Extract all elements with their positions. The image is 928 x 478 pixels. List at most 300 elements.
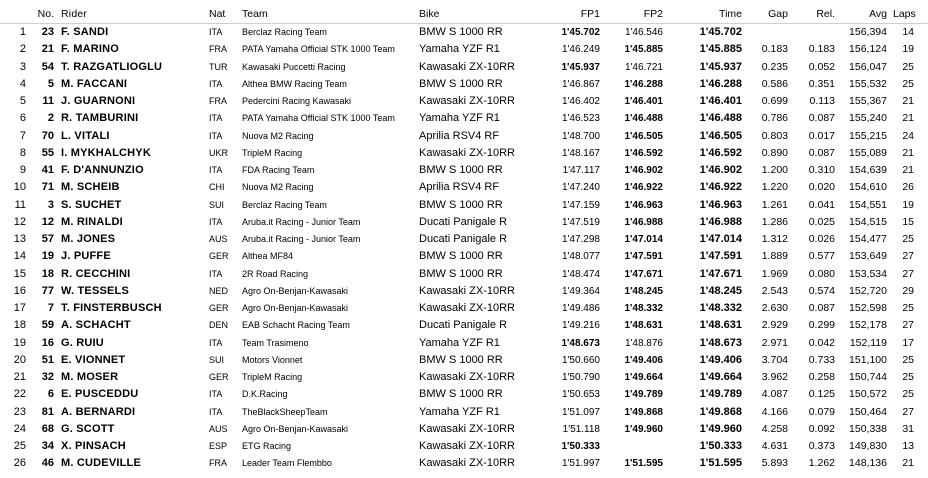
cell-fp1: 1'47.298 — [561, 234, 600, 245]
cell-bike: Kawasaki ZX-10RR — [419, 371, 515, 383]
header-laps: Laps — [893, 8, 916, 20]
cell-laps: 25 — [902, 302, 914, 314]
cell-nat: FRA — [209, 96, 227, 106]
cell-fp2: 1'49.664 — [624, 372, 663, 383]
cell-bike: Ducati Panigale R — [419, 215, 508, 228]
cell-team: Team Trasimeno — [242, 337, 309, 348]
cell-rider: X. PINSACH — [61, 440, 126, 452]
cell-pos: 1 — [19, 26, 26, 38]
cell-laps: 14 — [902, 26, 914, 38]
cell-rel: 0.733 — [808, 353, 835, 366]
cell-gap: 4.087 — [761, 388, 788, 401]
cell-fp1: 1'46.523 — [561, 113, 600, 125]
cell-team: Kawasaki Puccetti Racing — [242, 61, 346, 72]
cell-rider: A. SCHACHT — [61, 319, 131, 332]
cell-rel: 0.041 — [808, 198, 835, 211]
cell-team: Aruba.it Racing - Junior Team — [242, 234, 361, 244]
cell-fp2: 1'47.671 — [624, 268, 663, 280]
cell-fp1: 1'48.167 — [561, 147, 600, 159]
cell-laps: 27 — [902, 250, 914, 263]
cell-gap: 0.699 — [761, 95, 788, 107]
cell-rider: W. TESSELS — [61, 284, 130, 297]
table-row — [0, 93, 928, 110]
cell-avg: 150,338 — [849, 422, 887, 435]
cell-fp2: 1'49.789 — [624, 389, 663, 401]
cell-no: 2 — [47, 112, 54, 125]
cell-rider: G. RUIU — [61, 336, 104, 349]
cell-pos: 21 — [13, 371, 26, 383]
cell-team: ETG Racing — [242, 441, 292, 451]
cell-avg: 154,610 — [849, 181, 887, 194]
cell-gap: 4.631 — [761, 440, 788, 452]
cell-time: 1'46.922 — [699, 181, 742, 194]
cell-rel: 0.087 — [808, 146, 835, 159]
cell-nat: ITA — [209, 216, 223, 227]
cell-laps: 27 — [902, 405, 914, 418]
cell-laps: 13 — [902, 440, 914, 452]
cell-fp2: 1'47.014 — [624, 234, 663, 245]
cell-avg: 150,464 — [849, 405, 887, 418]
cell-bike: Kawasaki ZX-10RR — [419, 422, 515, 435]
cell-fp2: 1'48.332 — [624, 303, 663, 314]
table-row — [0, 214, 928, 231]
cell-rider: I. MYKHALCHYK — [61, 146, 151, 159]
cell-laps: 25 — [902, 371, 914, 383]
cell-bike: BMW S 1000 RR — [419, 353, 503, 366]
cell-pos: 11 — [14, 198, 26, 211]
cell-laps: 21 — [902, 146, 914, 159]
table-row — [0, 352, 928, 369]
cell-avg: 152,598 — [849, 302, 887, 314]
cell-fp2: 1'46.963 — [624, 199, 663, 211]
cell-no: 19 — [41, 250, 54, 263]
cell-fp2: 1'46.546 — [624, 27, 663, 38]
cell-pos: 14 — [13, 250, 26, 263]
cell-pos: 9 — [19, 164, 26, 176]
cell-pos: 18 — [13, 319, 26, 332]
cell-no: 32 — [41, 371, 54, 383]
cell-no: 11 — [42, 95, 54, 107]
cell-gap: 1.312 — [761, 233, 788, 245]
cell-gap: 1.286 — [761, 215, 788, 228]
cell-fp1: 1'45.937 — [561, 61, 600, 73]
header-rel: Rel. — [816, 8, 835, 20]
table-row — [0, 369, 928, 386]
cell-gap: 5.893 — [761, 457, 788, 470]
cell-no: 55 — [41, 146, 54, 159]
cell-nat: SUI — [209, 199, 225, 210]
cell-team: TripleM Racing — [242, 372, 303, 382]
cell-no: 68 — [41, 422, 54, 435]
header-avg: Avg — [869, 8, 887, 20]
cell-nat: GER — [209, 303, 229, 313]
cell-avg: 151,100 — [849, 353, 887, 366]
cell-gap: 2.630 — [761, 302, 788, 314]
cell-time: 1'48.673 — [699, 336, 742, 349]
table-row — [0, 455, 928, 472]
cell-avg: 148,136 — [849, 457, 887, 470]
table-row — [0, 421, 928, 438]
header-team: Team — [242, 8, 268, 20]
table-row — [0, 162, 928, 179]
table-row — [0, 335, 928, 352]
cell-fp1: 1'45.702 — [561, 27, 600, 38]
cell-rel: 0.574 — [808, 284, 835, 297]
cell-gap: 0.786 — [761, 112, 788, 125]
cell-laps: 21 — [902, 457, 914, 470]
cell-avg: 155,532 — [849, 77, 887, 90]
table-row — [0, 197, 928, 214]
cell-time: 1'48.332 — [699, 302, 742, 314]
cell-rider: S. SUCHET — [61, 198, 122, 211]
cell-time: 1'46.988 — [699, 215, 742, 228]
cell-no: 54 — [41, 60, 54, 73]
cell-fp2: 1'46.902 — [624, 165, 663, 176]
cell-team: Aruba.it Racing - Junior Team — [242, 216, 361, 227]
cell-rel: 0.125 — [808, 388, 835, 401]
cell-gap: 0.586 — [761, 77, 788, 90]
cell-rel: 0.258 — [808, 371, 835, 383]
cell-no: 46 — [41, 457, 54, 470]
cell-time: 1'47.671 — [699, 267, 742, 280]
header-no: No. — [37, 8, 54, 20]
cell-team: PATA Yamaha Official STK 1000 Team — [242, 44, 395, 55]
table-row — [0, 76, 928, 93]
cell-laps: 21 — [902, 164, 914, 176]
cell-no: 16 — [41, 336, 54, 349]
cell-gap: 0.890 — [761, 146, 788, 159]
cell-gap: 1.220 — [761, 181, 788, 194]
cell-rider: F. SANDI — [61, 26, 109, 38]
table-row — [0, 438, 928, 455]
cell-gap — [752, 24, 788, 41]
cell-nat: ITA — [209, 337, 223, 348]
header-fp1: FP1 — [580, 8, 600, 20]
cell-fp2: 1'46.288 — [624, 78, 663, 90]
cell-team: 2R Road Racing — [242, 268, 309, 279]
cell-rider: A. BERNARDI — [61, 405, 136, 418]
cell-laps: 25 — [902, 60, 914, 73]
cell-bike: Ducati Panigale R — [419, 319, 508, 332]
cell-time: 1'45.937 — [699, 60, 742, 73]
cell-gap: 4.258 — [761, 422, 788, 435]
cell-bike: BMW S 1000 RR — [419, 250, 503, 263]
cell-pos: 25 — [13, 440, 26, 452]
cell-avg: 156,124 — [849, 43, 887, 56]
cell-pos: 16 — [13, 284, 26, 297]
cell-no: 7 — [47, 302, 54, 314]
cell-no: 71 — [41, 181, 54, 194]
cell-nat: ITA — [209, 78, 223, 89]
cell-avg: 153,649 — [849, 250, 887, 263]
cell-fp2 — [612, 438, 663, 455]
cell-rider: M. SCHEIB — [61, 181, 120, 194]
cell-no: 3 — [47, 198, 54, 211]
cell-rider: M. CUDEVILLE — [61, 457, 142, 470]
cell-rider: E. VIONNET — [61, 353, 126, 366]
table-row — [0, 317, 928, 334]
table-row — [0, 300, 928, 317]
cell-time: 1'49.789 — [699, 388, 742, 401]
cell-no: 51 — [41, 353, 54, 366]
cell-bike: BMW S 1000 RR — [419, 388, 503, 401]
header-fp2: FP2 — [643, 8, 663, 20]
cell-team: Agro On-Benjan-Kawasaki — [242, 423, 349, 434]
cell-rider: L. VITALI — [61, 129, 110, 142]
cell-no: 34 — [41, 440, 54, 452]
cell-team: FDA Racing Team — [242, 165, 315, 175]
cell-nat: DEN — [209, 320, 229, 331]
cell-laps: 25 — [902, 233, 914, 245]
cell-rider: E. PUSCEDDU — [61, 388, 139, 401]
cell-no: 12 — [41, 215, 54, 228]
cell-rider: J. PUFFE — [61, 250, 111, 263]
cell-rider: F. D'ANNUNZIO — [61, 164, 144, 176]
cell-team: TripleM Racing — [242, 147, 303, 158]
cell-nat: ITA — [209, 165, 223, 175]
cell-rel: 0.020 — [808, 181, 835, 194]
cell-pos: 4 — [19, 77, 26, 90]
cell-avg: 156,047 — [849, 60, 887, 73]
cell-pos: 10 — [13, 181, 26, 194]
cell-fp1: 1'48.077 — [561, 251, 600, 263]
cell-fp2: 1'48.245 — [624, 285, 663, 297]
cell-pos: 20 — [13, 353, 26, 366]
cell-pos: 15 — [13, 267, 26, 280]
cell-team: Althea BMW Racing Team — [242, 78, 347, 89]
cell-nat: AUS — [209, 423, 228, 434]
header-time: Time — [719, 8, 742, 20]
cell-laps: 19 — [902, 43, 914, 56]
table-row — [0, 283, 928, 300]
cell-pos: 23 — [13, 405, 26, 418]
cell-nat: ITA — [209, 268, 223, 279]
cell-nat: ITA — [209, 113, 223, 124]
cell-nat: SUI — [209, 354, 225, 365]
cell-fp1: 1'48.673 — [561, 337, 600, 349]
cell-time: 1'46.488 — [699, 112, 742, 125]
cell-fp1: 1'50.790 — [561, 372, 600, 383]
cell-gap: 1.200 — [761, 164, 788, 176]
cell-rel: 0.351 — [808, 77, 835, 90]
cell-gap: 0.183 — [761, 43, 788, 56]
cell-fp2: 1'48.876 — [624, 337, 663, 349]
cell-bike: Yamaha YZF R1 — [419, 336, 500, 349]
cell-laps: 31 — [902, 422, 914, 435]
cell-bike: Yamaha YZF R1 — [419, 112, 500, 125]
cell-rel: 0.310 — [808, 164, 835, 176]
cell-bike: Kawasaki ZX-10RR — [419, 284, 515, 297]
table-row — [0, 404, 928, 421]
cell-gap: 1.261 — [761, 198, 788, 211]
cell-pos: 3 — [19, 60, 26, 73]
cell-bike: Ducati Panigale R — [419, 233, 508, 245]
cell-time: 1'49.664 — [699, 371, 742, 383]
cell-nat: FRA — [209, 458, 227, 469]
cell-bike: Kawasaki ZX-10RR — [419, 60, 515, 73]
cell-bike: Kawasaki ZX-10RR — [419, 146, 515, 159]
cell-no: 77 — [41, 284, 54, 297]
cell-avg: 150,572 — [849, 388, 887, 401]
cell-no: 5 — [47, 77, 54, 90]
cell-gap: 2.929 — [761, 319, 788, 332]
cell-rel: 0.299 — [808, 319, 835, 332]
table-row — [0, 128, 928, 145]
cell-nat: TUR — [209, 61, 228, 72]
cell-rel: 0.183 — [808, 43, 835, 56]
table-row — [0, 179, 928, 196]
cell-fp1: 1'50.653 — [561, 389, 600, 401]
cell-bike: BMW S 1000 RR — [419, 267, 503, 280]
cell-time: 1'46.288 — [699, 77, 742, 90]
cell-fp1: 1'48.474 — [561, 268, 600, 280]
cell-nat: ITA — [209, 406, 223, 417]
table-row — [0, 386, 928, 403]
cell-pos: 26 — [13, 457, 26, 470]
cell-rider: R. CECCHINI — [61, 267, 131, 280]
cell-nat: NED — [209, 285, 229, 296]
cell-fp2: 1'46.488 — [624, 113, 663, 125]
cell-laps: 26 — [902, 181, 914, 194]
cell-avg: 154,551 — [849, 198, 887, 211]
cell-time: 1'46.902 — [699, 164, 742, 176]
header-bike: Bike — [419, 8, 440, 20]
cell-laps: 25 — [902, 77, 914, 90]
cell-avg: 154,477 — [849, 233, 887, 245]
cell-no: 57 — [41, 233, 54, 245]
cell-avg: 153,534 — [849, 267, 887, 280]
cell-bike: Kawasaki ZX-10RR — [419, 440, 515, 452]
cell-laps: 15 — [902, 215, 914, 228]
cell-team: Nuova M2 Racing — [242, 130, 314, 141]
cell-rel — [799, 24, 835, 41]
cell-fp2: 1'46.721 — [624, 61, 663, 73]
cell-rider: M. RINALDI — [61, 215, 123, 228]
cell-rider: J. GUARNONI — [61, 95, 136, 107]
cell-fp1: 1'47.159 — [561, 199, 600, 211]
cell-laps: 19 — [902, 198, 914, 211]
cell-time: 1'46.592 — [699, 146, 742, 159]
cell-fp1: 1'49.486 — [561, 303, 600, 314]
cell-team: Nuova M2 Racing — [242, 182, 314, 193]
table-row — [0, 231, 928, 248]
cell-rider: T. FINSTERBUSCH — [61, 302, 162, 314]
cell-nat: CHI — [209, 182, 225, 193]
cell-bike: Aprilia RSV4 RF — [419, 129, 500, 142]
cell-fp1: 1'51.097 — [561, 406, 600, 418]
cell-rider: F. MARINO — [61, 43, 120, 56]
cell-pos: 12 — [13, 215, 26, 228]
cell-pos: 6 — [19, 112, 26, 125]
cell-avg: 152,119 — [849, 336, 887, 349]
cell-team: Agro On-Benjan-Kawasaki — [242, 303, 349, 313]
cell-bike: BMW S 1000 RR — [419, 164, 503, 176]
cell-bike: Kawasaki ZX-10RR — [419, 457, 515, 470]
cell-fp2: 1'49.406 — [624, 354, 663, 366]
cell-pos: 13 — [13, 233, 26, 245]
cell-laps: 24 — [902, 129, 914, 142]
cell-nat: AUS — [209, 234, 228, 244]
cell-bike: BMW S 1000 RR — [419, 77, 503, 90]
cell-no: 23 — [41, 26, 54, 38]
cell-rider: T. RAZGATLIOGLU — [61, 60, 163, 73]
cell-fp2: 1'46.505 — [624, 130, 663, 142]
cell-team: EAB Schacht Racing Team — [242, 320, 350, 331]
cell-time: 1'46.963 — [699, 198, 742, 211]
cell-rel: 0.052 — [808, 60, 835, 73]
cell-fp2: 1'46.988 — [624, 216, 663, 228]
cell-fp1: 1'50.333 — [561, 441, 600, 452]
cell-gap: 3.962 — [761, 371, 788, 383]
cell-laps: 25 — [902, 388, 914, 401]
header-nat: Nat — [209, 8, 226, 20]
cell-avg: 156,394 — [849, 26, 887, 38]
cell-rel: 0.080 — [808, 267, 835, 280]
cell-laps: 27 — [902, 267, 914, 280]
cell-nat: ESP — [209, 441, 228, 451]
cell-fp1: 1'51.997 — [561, 458, 600, 470]
cell-gap: 2.971 — [761, 336, 788, 349]
cell-avg: 154,639 — [849, 164, 887, 176]
cell-rel: 1.262 — [808, 457, 835, 470]
cell-rel: 0.087 — [808, 112, 835, 125]
cell-gap: 3.704 — [761, 353, 788, 366]
cell-laps: 21 — [902, 112, 914, 125]
cell-fp1: 1'47.240 — [561, 182, 600, 194]
cell-gap: 1.889 — [761, 250, 788, 263]
cell-pos: 22 — [13, 388, 26, 401]
header-rider: Rider — [61, 8, 88, 20]
cell-rel: 0.092 — [808, 422, 835, 435]
cell-rel: 0.373 — [808, 440, 835, 452]
cell-avg: 150,744 — [849, 371, 887, 383]
cell-nat: ITA — [209, 389, 223, 400]
cell-fp2: 1'46.922 — [624, 182, 663, 194]
cell-no: 21 — [41, 43, 54, 56]
cell-team: PATA Yamaha Official STK 1000 Team — [242, 113, 395, 124]
cell-bike: BMW S 1000 RR — [419, 198, 503, 211]
cell-avg: 154,515 — [849, 215, 887, 228]
cell-fp2: 1'45.885 — [624, 44, 663, 56]
table-row — [0, 59, 928, 76]
table-row — [0, 41, 928, 58]
table-row — [0, 266, 928, 283]
cell-bike: Yamaha YZF R1 — [419, 405, 500, 418]
cell-rel: 0.042 — [808, 336, 835, 349]
cell-pos: 17 — [13, 302, 26, 314]
cell-nat: GER — [209, 372, 229, 382]
cell-fp2: 1'47.591 — [624, 251, 663, 263]
table-row — [0, 110, 928, 127]
cell-rel: 0.079 — [808, 405, 835, 418]
cell-time: 1'51.595 — [699, 457, 742, 470]
cell-pos: 5 — [19, 95, 26, 107]
cell-team: Pedercini Racing Kawasaki — [242, 96, 352, 106]
cell-time: 1'48.245 — [699, 284, 742, 297]
cell-time: 1'46.401 — [699, 95, 742, 107]
cell-rider: M. MOSER — [61, 371, 119, 383]
cell-fp1: 1'46.402 — [561, 96, 600, 107]
cell-fp1: 1'51.118 — [562, 423, 600, 435]
cell-rider: R. TAMBURINI — [61, 112, 139, 125]
cell-rider: M. FACCANI — [61, 77, 128, 90]
cell-nat: FRA — [209, 44, 227, 55]
cell-avg: 155,240 — [849, 112, 887, 125]
table-row — [0, 24, 928, 41]
cell-time: 1'47.591 — [699, 250, 742, 263]
cell-team: TheBlackSheepTeam — [242, 406, 328, 417]
cell-fp2: 1'51.595 — [624, 458, 663, 470]
